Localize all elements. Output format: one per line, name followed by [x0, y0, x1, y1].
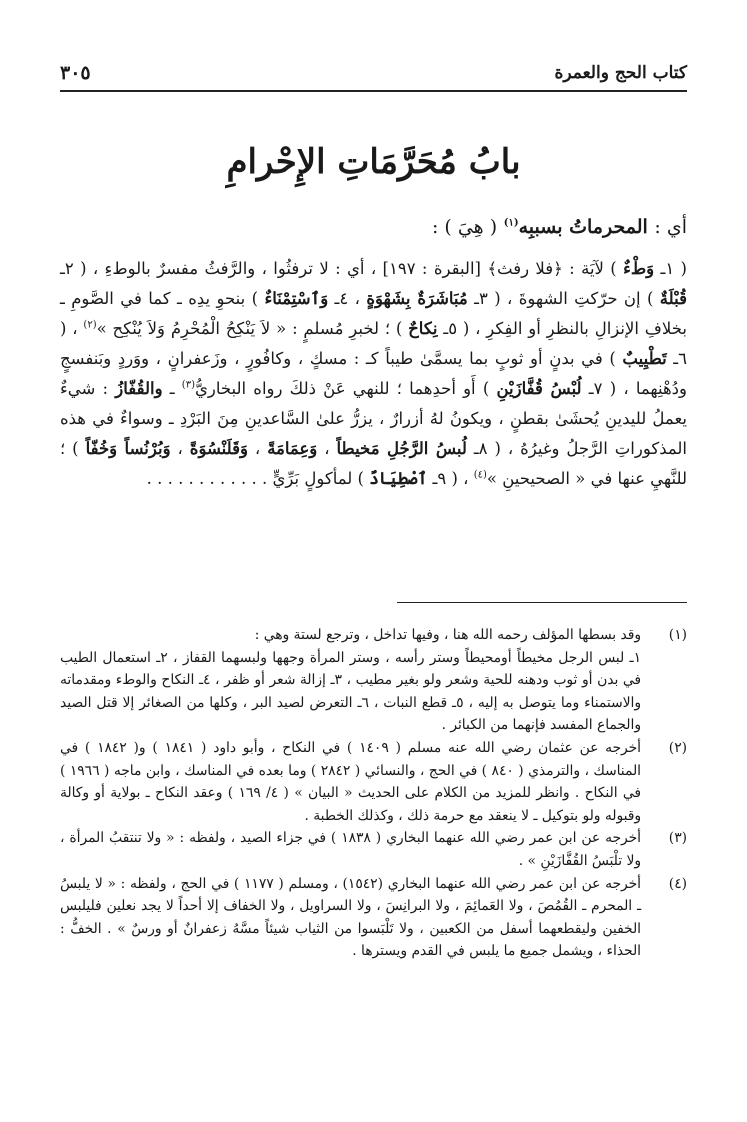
footnote-body [60, 827, 641, 872]
text-run: ) إن حرّكتِ الشهوةَ ، ( ٣ـ [467, 289, 660, 308]
term-foreplay: مُبَاشَرَةٌ بِشَهْوَةٍ [366, 289, 468, 308]
term-gloves: لُبْسُ قُفَّازَيْنِ [496, 379, 582, 398]
footnote-ref-2: (٢) [83, 319, 97, 331]
term-turban: وَعِمَامَةً [267, 439, 318, 458]
footnote-ref-3: (٣) [181, 379, 195, 391]
header-rule [60, 90, 687, 92]
footnote-separator [397, 602, 687, 603]
footnote-text: وقد بسطها المؤلف رحمه الله هنا ، وفيها تداخل ، وترجع لستة وهي : [254, 627, 641, 643]
intro-heading: المحرماتُ بسببِه [518, 216, 648, 238]
footnote-2 [60, 737, 687, 827]
footnote-number: (٢) [668, 739, 687, 756]
footnote-text: ١ـ لبس الرجل مخيطاً أومحيطاً وستر رأسه ، وستر المرأة وجهها ولبسهما القفاز ، ٢ـ استعمال الطيب في بدن أو ثوب ودهنه للحية وشعر ولو بغير مطيب ، ٣ـ إزالة شعر أو ظفر ، ٤ـ النكاح والوطء ومقدماته والاستمناء وما يتوصل به إليه ، ٥ـ قطع النبات ، ٦ـ التعرض لصيد البر ، وكلها من الصغائر إلا قتل الصيد والجماع المفسد فإنهما من الكبائر . [60, 649, 641, 734]
footnote-text: أخرجه عن ابن عمر رضي الله عنهما البخاري (١٥٤٢) ، ومسلم ( ١١٧٧ ) في الحج ، ولفظه : « لا يلبسُ ـ المحرم ـ القُمُصَ ، ولا العَمائِمَ ، ولا البرانِسَ ، ولا السراويل ، ولا الخفاف إلا أحداً لا يجد نعلين فليلبس الخفين وليقطعهما أسفل من الكعبين ، ولا تَلْبَسوا من الثياب شيئاً مسَّهُ زعفرانٌ أو ورسٌ » . الخفُّ : الحذاء ، ويشمل جميع ما يلبس في القدم ويسترها . [60, 875, 642, 960]
footnote-3 [60, 827, 687, 872]
term-sewn-clothing: لُبسُ الرَّجُلِ مَخيطاً [336, 439, 467, 458]
term-kiss: قُبْلَةٌ [659, 289, 687, 308]
footnote-number: (٣) [668, 830, 687, 847]
text-run: ) بنحوِ يدِه ـ كما في الصَّومِ ـ بخلافِ الإنزالِ بالنظرِ أو الفِكرِ ، ( ٥ـ [60, 289, 687, 338]
term-hunting: ٱصْطِيَادٌ [369, 469, 428, 488]
text-run: ) ؛ لخبرِ مُسلمٍ : « لاَ يَنْكِحُ الْمُحْرِمُ وَلاَ يُنْكِح » [96, 319, 409, 338]
term-perfume: تَطْيِيبٌ [622, 349, 667, 368]
term-quffaz: والقُفّازُ [115, 379, 163, 398]
text-run: ) لمأكولٍ بَرِّيٍّ [272, 469, 370, 488]
footnote-number: (١) [668, 627, 687, 643]
page-number: ٣٠٥ [60, 62, 91, 84]
intro-line [60, 214, 687, 241]
text-run: ) أَو أحدِهما ؛ للنهي عَنْ ذلكَ رواه البخاريُّ [194, 379, 497, 398]
footnote-1 [60, 624, 687, 737]
text-run: ( ١ـ [654, 259, 687, 278]
footnote-text: أخرجه عن عثمان رضي الله عنه مسلم ( ١٤٠٩ ) في النكاح ، وأبو داود ( ١٨٤١ ) و( ١٨٤٢ ) في المناسك ، والترمذي ( ٨٤٠ ) في الحج ، والنسائي ( ٢٨٤٢ ) وما بعده في المناسك ، وابن ماجه ( ١٩٦٦ ) في النكاح . وانظر للمزيد من الكلام على الحديث « البيان » ( ٤/ ١٦٩ ) وعقد النكاح ـ بولاية أو وكالة وقبوله ولو بتوكيل ـ لا ينعقد مع حرمة ذلك ، وكذلك الخطبة . [60, 739, 641, 824]
chapter-title: بابُ مُحَرَّمَاتِ الإِحْرامِ [226, 142, 521, 182]
text-run: ، [317, 439, 337, 458]
text-run: ) لآيَة : ﴿فلا رفث﴾ [البقرة : ١٩٧] ، أي : لا ترفثُوا ، والرَّفثُ مفسرٌ بالوطءِ ، ( ٢ـ [60, 259, 624, 278]
running-header [60, 60, 687, 86]
term-marriage: نِكاحٌ [408, 319, 438, 338]
continuation-dots: . . . . . . . . . . . . [146, 469, 273, 488]
text-run: ، [247, 439, 268, 458]
text-run: ) في بدنٍ أو ثوبٍ بما يسمَّىٰ طيباً كـ : مسكٍ ، وكافُورٍ ، وزَعفرانٍ ، ووَردٍ وبَنفسجٍ ودُهْنِهما ، ( ٧ـ [60, 349, 688, 398]
footnote-text: أخرجه عن ابن عمر رضي الله عنهما البخاري ( ١٨٣٨ ) في جزاء الصيد ، ولفظه : « ولا تنتقبُ المرأة ، ولا تلْبَسُ القُفَّازَيْنِ » . [60, 830, 641, 869]
text-run: ، ٤ـ [328, 289, 367, 308]
footnote-number: (٤) [668, 875, 687, 892]
text-run: ، ( ٦ـ [60, 319, 687, 368]
text-run: ، ( ٩ـ [427, 469, 474, 488]
main-paragraph [60, 254, 687, 494]
term-masturbation: وَٱسْتِمْنَاءٌ [264, 289, 329, 308]
footnote-4 [60, 873, 687, 963]
term-burnus-khuff: وَبُرْنُساً وَخُفّاً [85, 439, 171, 458]
term-intercourse: وَطْءٌ [623, 259, 655, 278]
footnote-ref-4: (٤) [473, 469, 487, 481]
footnote-body [60, 873, 641, 963]
intro-prefix: أي : [654, 216, 687, 238]
text-run: ) ؛ للنَّهيِ عنها في « الصحيحينِ » [60, 439, 687, 488]
footnotes [60, 624, 687, 963]
text-run: ، [170, 439, 190, 458]
text-run: : شيءٌ يعملُ لليدينِ يُحشَىٰ بقطنٍ ، ويكونُ لهُ أزرارٌ ، يزرُّ علىٰ السَّاعدينِ مِنَ البَرْدِ ـ وسواءٌ في هذه المذكوراتِ الرَّجلُ وغيرُهُ ، ( ٨ـ [60, 379, 688, 458]
term-cap: وَقَلَنْسُوَةً [189, 439, 248, 458]
footnote-ref-1: (١) [503, 217, 519, 229]
footnote-body [60, 624, 641, 737]
footnote-body [60, 737, 641, 827]
intro-suffix: ( هِيَ ) : [431, 216, 498, 238]
text-run: ـ [162, 379, 182, 398]
book-title: كتاب الحج والعمرة [554, 63, 687, 83]
